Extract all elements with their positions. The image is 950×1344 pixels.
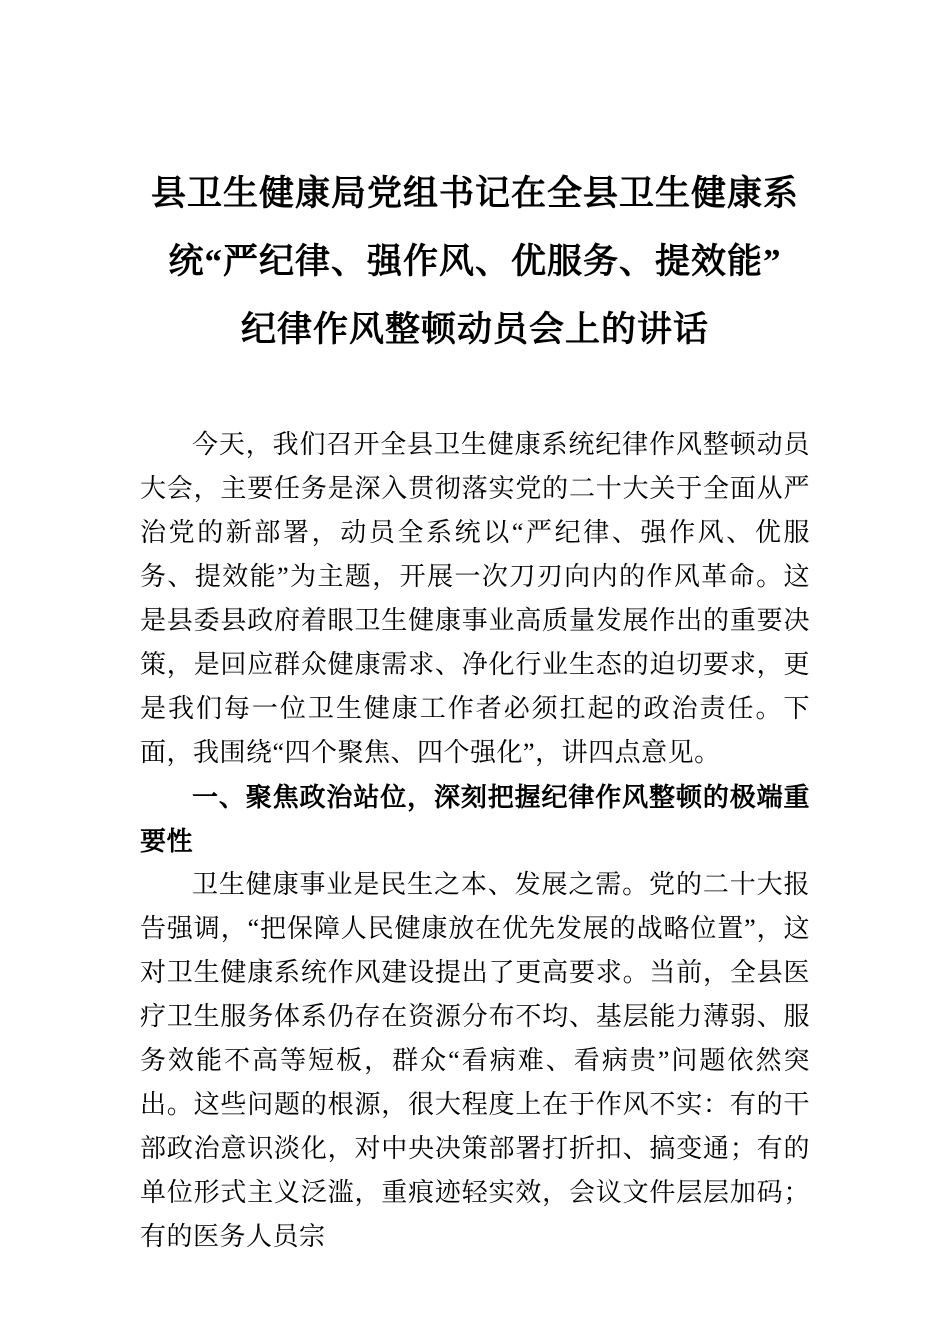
- document-title: [140, 160, 810, 364]
- paragraph-intro: 今天，我们召开全县卫生健康系统纪律作风整顿动员大会，主要任务是深入贯彻落实党的二十大关于全面从严治党的新部署，动员全系统以“严纪律、强作风、优服务、提效能”为主题，开展一次刀刃向内的作风革命。这是县委县政府着眼卫生健康事业高质量发展作出的重要决策，是回应群众健康需求、净化行业生态的迫切要求，更是我们每一位卫生健康工作者必须扛起的政治责任。下面，我围绕“四个聚焦、四个强化”，讲四点意见。: [140, 430, 810, 767]
- section-heading-1: 一、聚焦政治站位，深刻把握纪律作风整顿的极端重要性: [140, 782, 810, 856]
- title-line-1: 县卫生健康局党组书记在全县卫生健康系: [150, 174, 799, 213]
- paragraph-section-1-body: 卫生健康事业是民生之本、发展之需。党的二十大报告强调，“把保障人民健康放在优先发展的战略位置”，这对卫生健康系统作风建设提出了更高要求。当前，全县医疗卫生服务体系仍存在资源分布不均、基层能力薄弱、服务效能不高等短板，群众“看病难、看病贵”问题依然突出。这些问题的根源，很大程度上在于作风不实：有的干部政治意识淡化，对中央决策部署打折扣、搞变通；有的单位形式主义泛滥，重痕迹轻实效，会议文件层层加码；有的医务人员宗: [140, 870, 810, 1251]
- title-line-3: 纪律作风整顿动员会上的讲话: [240, 310, 709, 349]
- title-line-2: 统“严纪律、强作风、优服务、提效能”: [168, 242, 782, 281]
